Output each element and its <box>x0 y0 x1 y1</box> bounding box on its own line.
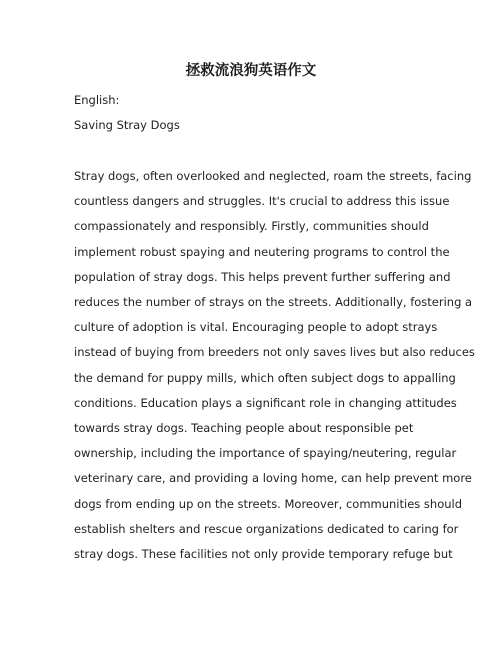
body-line: ownership, including the importance of spaying/neutering, regular <box>74 446 457 461</box>
essay-body <box>74 164 475 567</box>
body-line: dogs from ending up on the streets. Moreover, communities should <box>74 496 463 511</box>
essay-subtitle: Saving Stray Dogs <box>74 118 180 132</box>
document-title: 拯救流浪狗英语作文 <box>185 63 317 79</box>
body-line: implement robust spaying and neutering programs to control the <box>74 244 450 259</box>
body-line: stray dogs. These facilities not only provide temporary refuge but <box>74 547 453 562</box>
body-line: the demand for puppy mills, which often subject dogs to appalling <box>74 370 456 385</box>
body-line: culture of adoption is vital. Encouraging people to adopt strays <box>74 320 438 335</box>
body-line: reduces the number of strays on the streets. Additionally, fostering a <box>74 295 473 310</box>
body-line: towards stray dogs. Teaching people about responsible pet <box>74 421 414 436</box>
body-line: conditions. Education plays a significant role in changing attitudes <box>74 395 457 410</box>
language-label: English: <box>74 93 120 107</box>
body-line: establish shelters and rescue organizations dedicated to caring for <box>74 521 459 536</box>
body-line: countless dangers and struggles. It's crucial to address this issue <box>74 194 450 209</box>
body-line: veterinary care, and providing a loving home, can help prevent more <box>74 471 472 486</box>
body-line: compassionately and responsibly. Firstly, communities should <box>74 219 429 234</box>
body-line: population of stray dogs. This helps prevent further suffering and <box>74 269 451 284</box>
body-line: Stray dogs, often overlooked and neglected, roam the streets, facing <box>74 169 472 183</box>
body-line: instead of buying from breeders not only saves lives but also reduces <box>74 345 475 360</box>
